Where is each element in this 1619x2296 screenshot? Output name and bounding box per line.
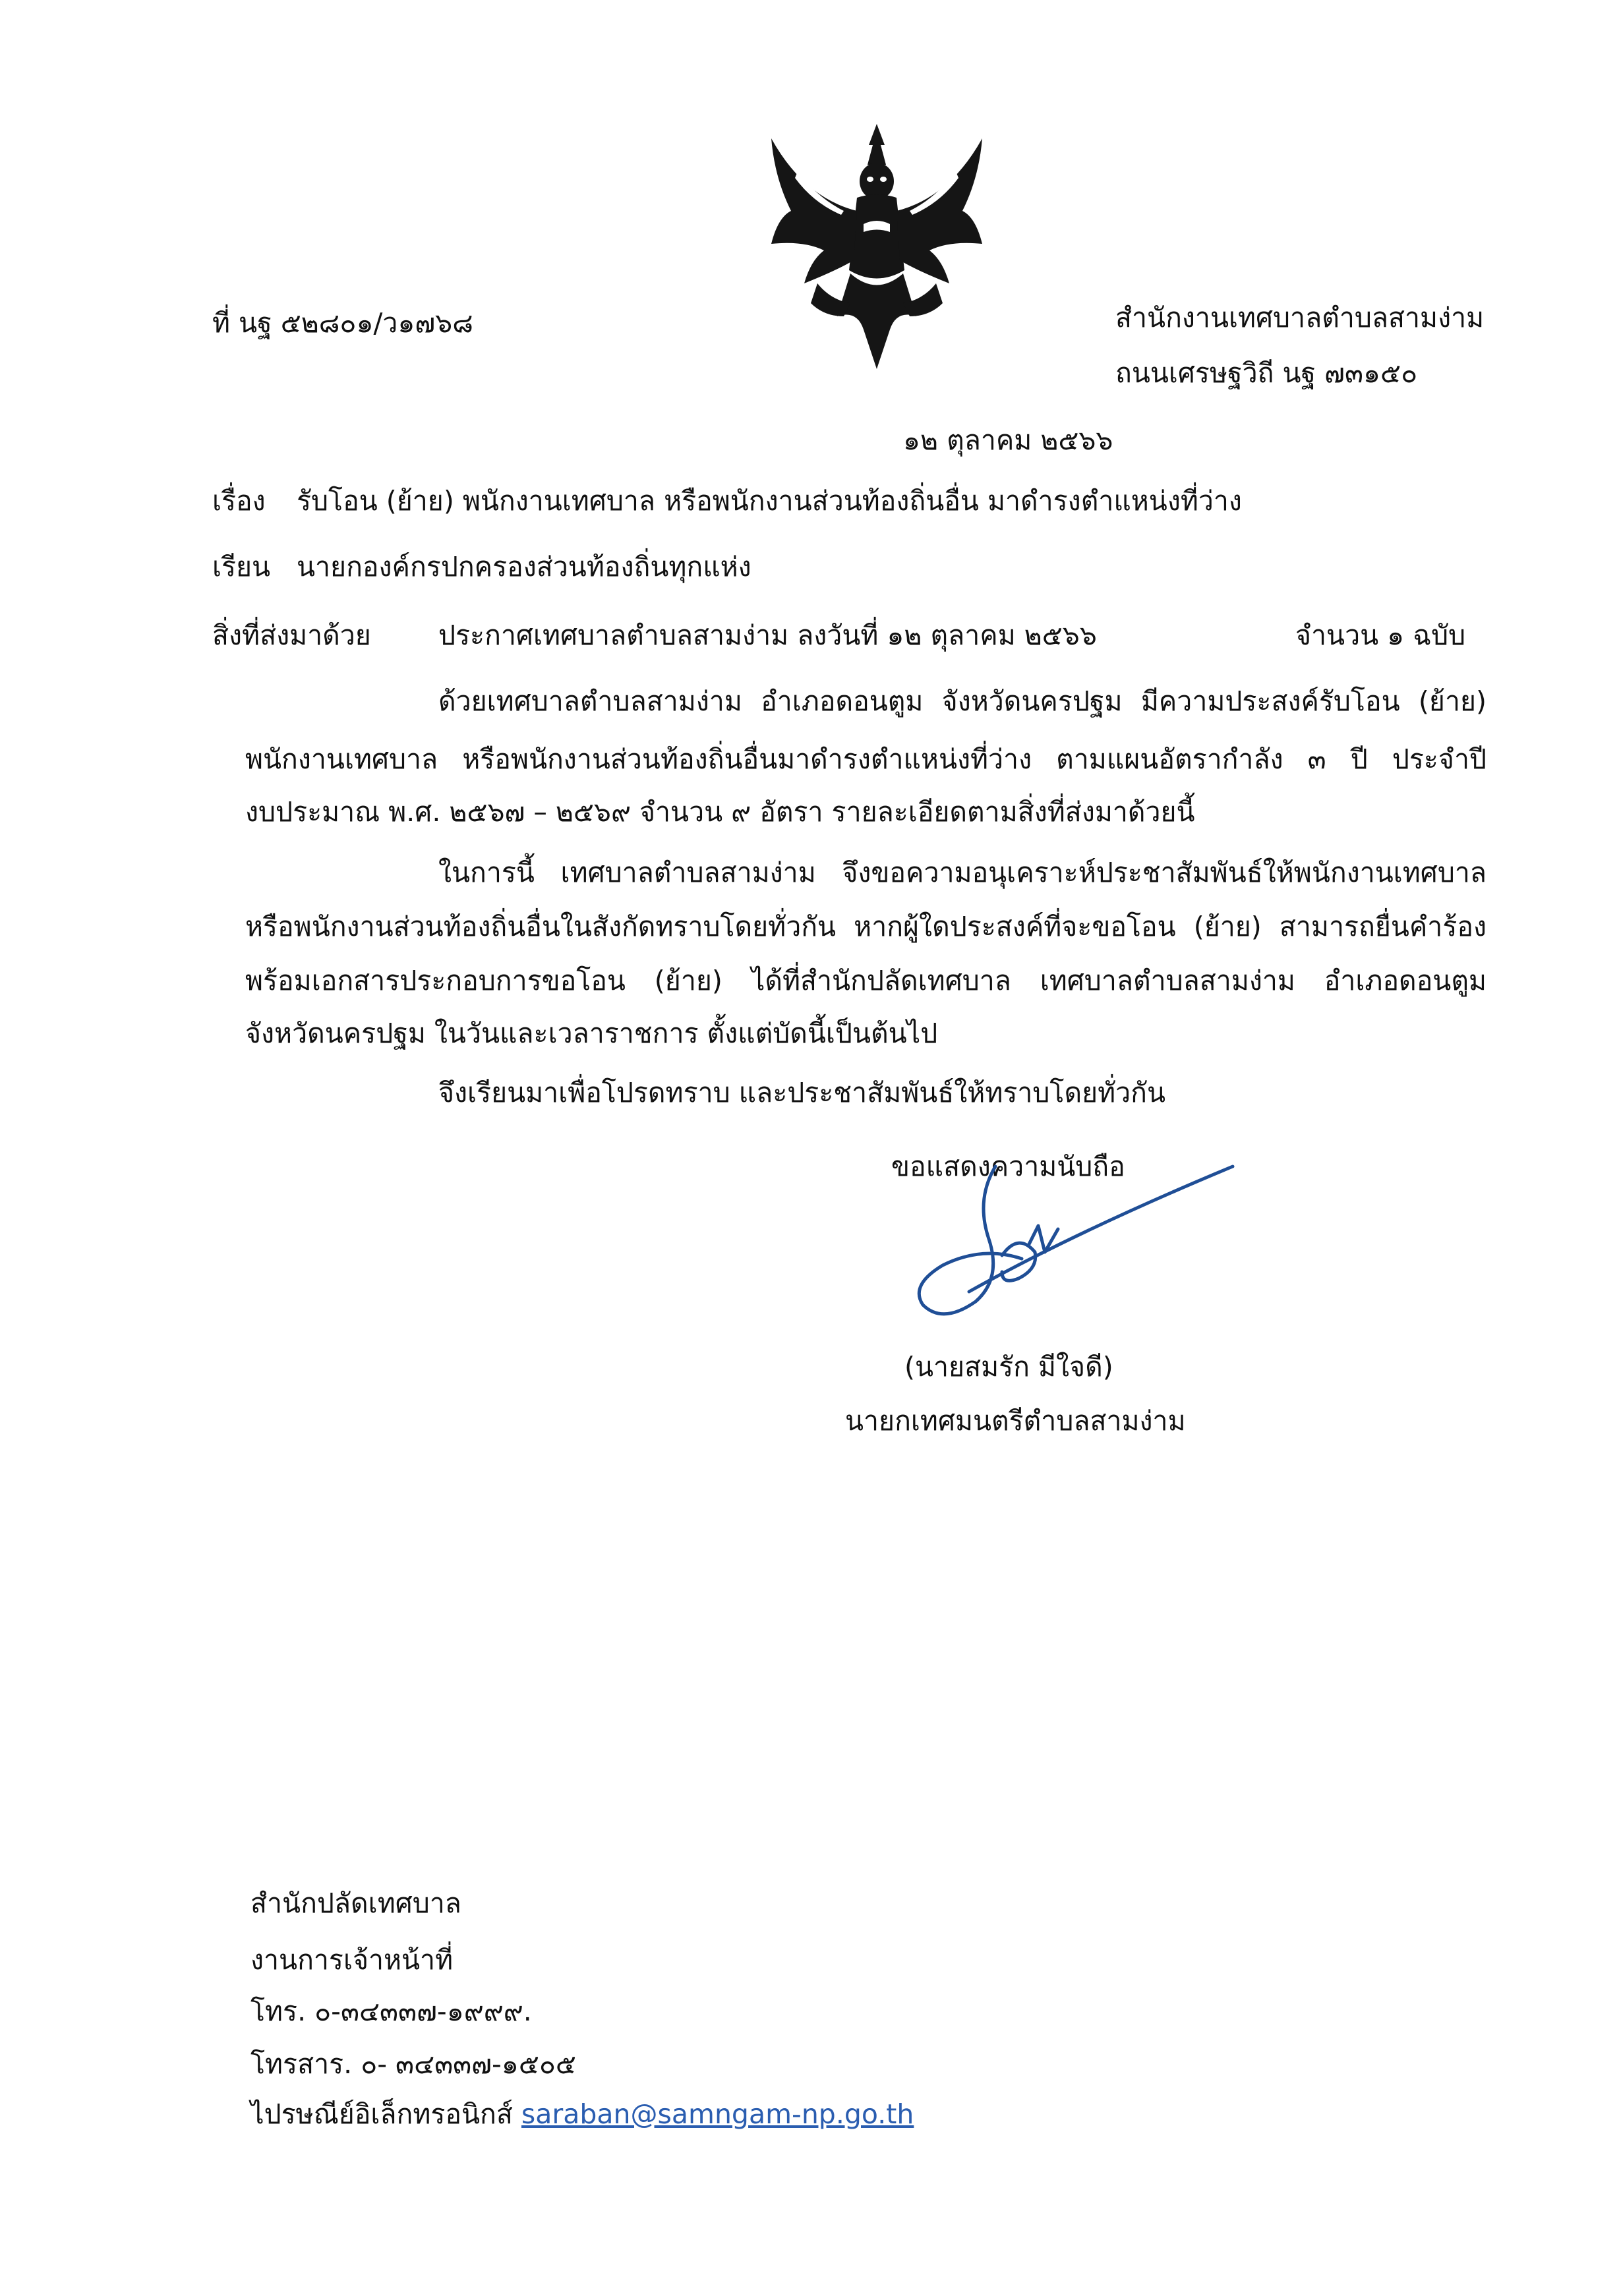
- signer-position: นายกเทศมนตรีตำบลสามง่าม: [845, 1405, 1186, 1437]
- subject-text: รับโอน (ย้าย) พนักงานเทศบาล หรือพนักงานส่วนท้องถิ่นอื่น มาดำรงตำแหน่งที่ว่าง: [297, 485, 1242, 517]
- paragraph-2-line-1: ในการนี้ เทศบาลตำบลสามง่าม จึงขอความอนุเคราะห์ประชาสัมพันธ์ให้พนักงานเทศบาล: [438, 857, 1487, 888]
- office-address: ถนนเศรษฐวิถี นฐ ๗๓๑๕๐: [1115, 357, 1418, 389]
- footer-email-link[interactable]: saraban@samngam-np.go.th: [521, 2098, 914, 2130]
- footer-fax: โทรสาร. ๐- ๓๔๓๓๗-๑๕๐๕: [250, 2048, 576, 2080]
- paragraph-1-line-1: ด้วยเทศบาลตำบลสามง่าม อำเภอดอนตูม จังหวัดนครปฐม มีความประสงค์รับโอน (ย้าย): [438, 685, 1487, 717]
- paragraph-1-line-3: งบประมาณ พ.ศ. ๒๕๖๗ – ๒๕๖๙ จำนวน ๙ อัตรา รายละเอียดตามสิ่งที่ส่งมาด้วยนี้: [245, 796, 1195, 828]
- office-name: สำนักงานเทศบาลตำบลสามง่าม: [1115, 302, 1485, 333]
- footer-email-label: ไปรษณีย์อิเล็กทรอนิกส์: [250, 2098, 521, 2130]
- letter-date: ๑๒ ตุลาคม ๒๕๖๖: [903, 424, 1113, 456]
- addressee-text: นายกองค์กรปกครองส่วนท้องถิ่นทุกแห่ง: [297, 551, 751, 583]
- handwritten-signature-icon: [903, 1147, 1246, 1344]
- subject-label: เรื่อง: [212, 485, 266, 517]
- regards-text: ขอแสดงความนับถือ: [891, 1151, 1125, 1182]
- footer-section: งานการเจ้าหน้าที่: [250, 1944, 454, 1976]
- paragraph-2-line-2: หรือพนักงานส่วนท้องถิ่นอื่นในสังกัดทราบโดยทั่วกัน หากผู้ใดประสงค์ที่จะขอโอน (ย้าย) สามารถยื่นคำร้อง: [245, 911, 1487, 942]
- paragraph-2-line-4: จังหวัดนครปฐม ในวันและเวลาราชการ ตั้งแต่บัดนี้เป็นต้นไป: [245, 1018, 938, 1049]
- reference-number: ที่ นฐ ๕๒๘๐๑/ว๑๗๖๘: [212, 307, 473, 339]
- addressee-label: เรียน: [212, 551, 271, 583]
- garuda-emblem-icon: [758, 119, 995, 376]
- footer-phone: โทร. ๐-๓๔๓๓๗-๑๙๙๙.: [250, 1995, 532, 2027]
- closing-line: จึงเรียนมาเพื่อโปรดทราบ และประชาสัมพันธ์ให้ทราบโดยทั่วกัน: [438, 1077, 1165, 1108]
- paragraph-1-line-2: พนักงานเทศบาล หรือพนักงานส่วนท้องถิ่นอื่นมาดำรงตำแหน่งที่ว่าง ตามแผนอัตรากำลัง ๓ ปี ประจำปี: [245, 743, 1487, 775]
- enclosure-count: จำนวน ๑ ฉบับ: [1295, 619, 1466, 651]
- enclosure-label: สิ่งที่ส่งมาด้วย: [212, 619, 371, 651]
- footer-email-row: [250, 2096, 914, 2133]
- paragraph-2-line-3: พร้อมเอกสารประกอบการขอโอน (ย้าย) ได้ที่สำนักปลัดเทศบาล เทศบาลตำบลสามง่าม อำเภอดอนตูม: [245, 965, 1487, 996]
- footer-department: สำนักปลัดเทศบาล: [250, 1887, 461, 1919]
- enclosure-text: ประกาศเทศบาลตำบลสามง่าม ลงวันที่ ๑๒ ตุลาคม ๒๕๖๖: [438, 619, 1097, 651]
- signer-name: (นายสมรัก มีใจดี): [904, 1351, 1113, 1383]
